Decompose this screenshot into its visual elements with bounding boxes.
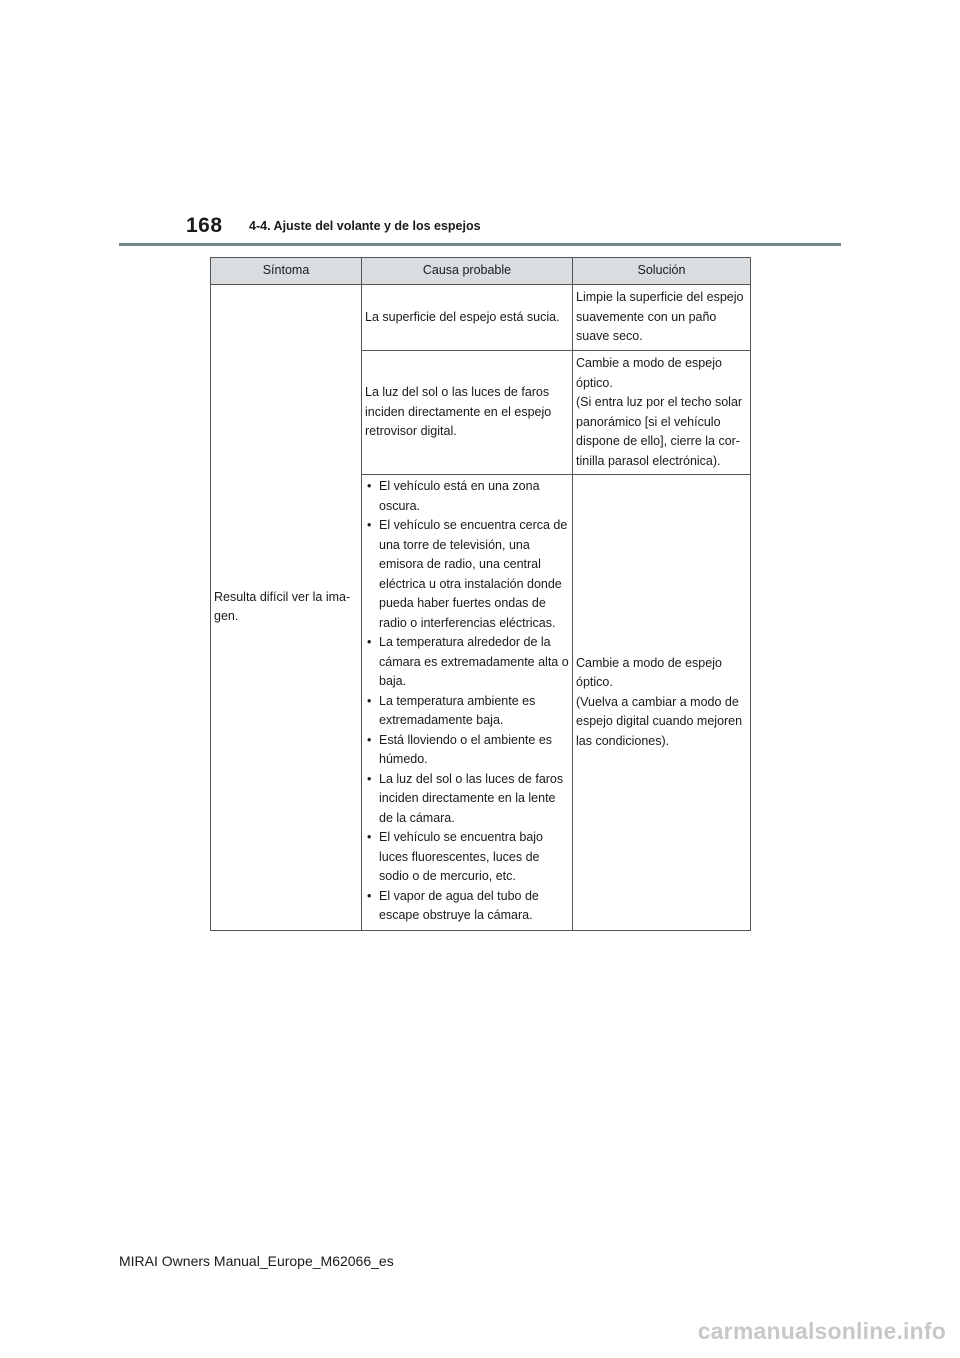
cause-cell: La luz del sol o las luces de faros inciden directamente en el espejo retrovisor digital. [362, 351, 573, 475]
cause-cell: La superficie del espejo está sucia. [362, 285, 573, 351]
solution-cell: Cambie a modo de espejo óptico. (Si entra luz por el techo solar panorámico [si el vehículo dispone de ello], cierre la cor- tinilla parasol electrónica). [573, 351, 751, 475]
troubleshooting-table [210, 257, 751, 931]
header-divider [119, 243, 841, 246]
list-item: • El vehículo se encuentra bajo luces fluorescentes, luces de sodio o de mercurio, etc. [365, 828, 569, 887]
list-item: • Está lloviendo o el ambiente es húmedo. [365, 731, 569, 770]
cause-list-cell [362, 475, 573, 931]
list-item: • La temperatura alrededor de la cámara es extremadamente alta o baja. [365, 633, 569, 692]
symptom-cell: Resulta difícil ver la ima- gen. [211, 285, 362, 931]
table-row [211, 285, 751, 351]
solution-cell: Cambie a modo de espejo óptico. (Vuelva a cambiar a modo de espejo digital cuando mejoren las condiciones). [573, 475, 751, 931]
list-item: • La luz del sol o las luces de faros inciden directamente en la lente de la cámara. [365, 770, 569, 829]
cause-list [365, 477, 569, 926]
watermark: carmanualsonline.info [697, 1318, 946, 1344]
section-title: 4-4. Ajuste del volante y de los espejos [249, 219, 481, 233]
troubleshooting-table-container [210, 257, 750, 931]
list-item: • El vehículo se encuentra cerca de una torre de televisión, una emisora de radio, una central eléctrica u otra instalación donde pueda haber fuertes ondas de radio o interferencias eléctricas. [365, 516, 569, 633]
solution-cell: Limpie la superficie del espejo suavemente con un paño suave seco. [573, 285, 751, 351]
list-item: • El vapor de agua del tubo de escape obstruye la cámara. [365, 887, 569, 926]
list-item: • El vehículo está en una zona oscura. [365, 477, 569, 516]
column-header-cause: Causa probable [362, 258, 573, 285]
column-header-symptom: Síntoma [211, 258, 362, 285]
table-header-row [211, 258, 751, 285]
column-header-solution: Solución [573, 258, 751, 285]
footer-manual-name: MIRAI Owners Manual_Europe_M62066_es [119, 1253, 394, 1269]
list-item: • La temperatura ambiente es extremadamente baja. [365, 692, 569, 731]
page-number: 168 [186, 214, 223, 237]
